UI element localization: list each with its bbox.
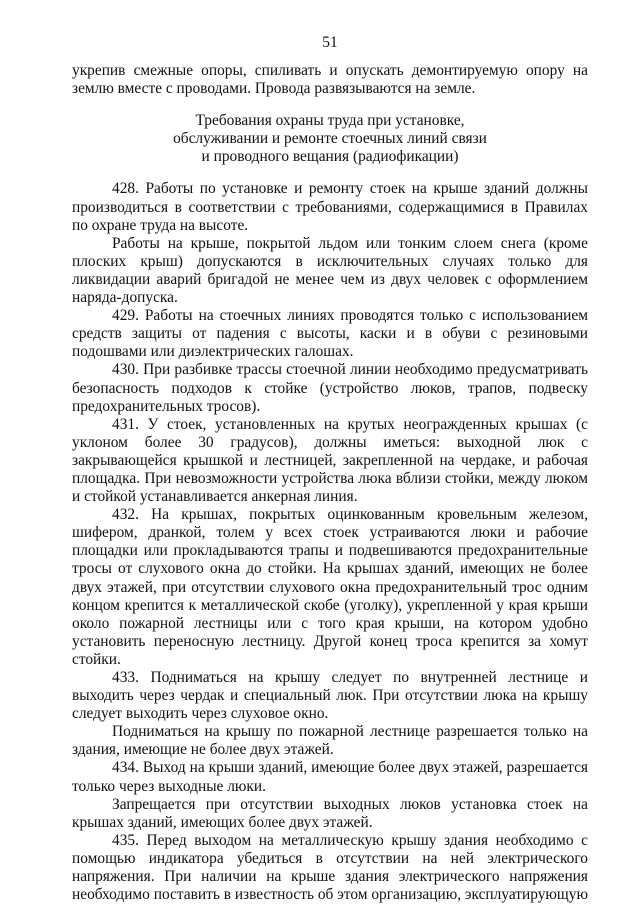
section-heading — [72, 112, 588, 166]
paragraph-433-fire-ladder: Подниматься на крышу по пожарной лестнице разрешается только на здания, имеющие не более двух этажей. — [72, 723, 588, 759]
heading-line: Требования охраны труда при установке, — [195, 112, 465, 130]
paragraph-428-roof-ice: Работы на крыше, покрытой льдом или тонким слоем снега (кроме плоских крыш) допускаются в исключительных случаях только для ликвидации аварий бригадой не менее чем из двух человек с оформлением наряда-допуска. — [72, 234, 588, 307]
paragraph-429: 429. Работы на стоечных линиях проводятся только с использованием средств защиты от падения с высоты, каски и в обуви с резиновыми подошвами или диэлектрических галошах. — [72, 307, 588, 361]
paragraph-430: 430. При разбивке трассы стоечной линии необходимо предусматривать безопасность подходов к стойке (устройство люков, трапов, подвеску предохранительных тросов). — [72, 361, 588, 415]
intro-paragraph: укрепив смежные опоры, спиливать и опускать демонтируемую опору на землю вместе с проводами. Провода развязываются на земле. — [72, 62, 588, 98]
paragraph-435: 435. Перед выходом на металлическую крышу здания необходимо с помощью индикатора убедиться в отсутствии на ней электрического напряжения. При наличии на крыше здания электрического напряжения необходимо поставить в известность об этом организацию, эксплуатирующую — [72, 831, 588, 904]
heading-line: обслуживании и ремонте стоечных линий связи — [173, 130, 487, 148]
paragraph-434: 434. Выход на крыши зданий, имеющие более двух этажей, разрешается только через выходные люки. — [72, 759, 588, 795]
paragraph-433: 433. Подниматься на крышу следует по внутренней лестнице и выходить через чердак и специальный люк. При отсутствии люка на крышу следует выходить через слуховое окно. — [72, 669, 588, 723]
paragraph-434-prohibition: Запрещается при отсутствии выходных люков установка стоек на крышах зданий, имеющих более двух этажей. — [72, 795, 588, 831]
page-number: 51 — [322, 34, 338, 51]
heading-line: и проводного вещания (радиофикации) — [201, 148, 459, 166]
paragraph-432: 432. На крышах, покрытых оцинкованным кровельным железом, шифером, дранкой, толем у всех стоек устраиваются люки и рабочие площадки или прокладываются трапы и подвешиваются предохранительные тросы от слухового окна до стойки. На крышах зданий, имеющих не более двух этажей, при отсутствии слухового окна предохранительный трос одним концом крепится к металлической скобе (уголку), укрепленной у края крыши около пожарной лестницы или с того края крыши, на котором удобно установить переносную лестницу. Другой конец троса крепится за хомут стойки. — [72, 506, 588, 668]
paragraph-428: 428. Работы по установке и ремонту стоек на крыше зданий должны производиться в соответствии с требованиями, содержащимися в Правилах по охране труда на высоте. — [72, 180, 588, 234]
paragraph-431: 431. У стоек, установленных на крутых неогражденных крышах (с уклоном более 30 градусов), должны иметься: выходной люк с закрывающейся крышкой и лестницей, закрепленной на чердаке, и рабочая площадка. При невозможности устройства люка вблизи стойки, между люком и стойкой устанавливается анкерная линия. — [72, 415, 588, 506]
